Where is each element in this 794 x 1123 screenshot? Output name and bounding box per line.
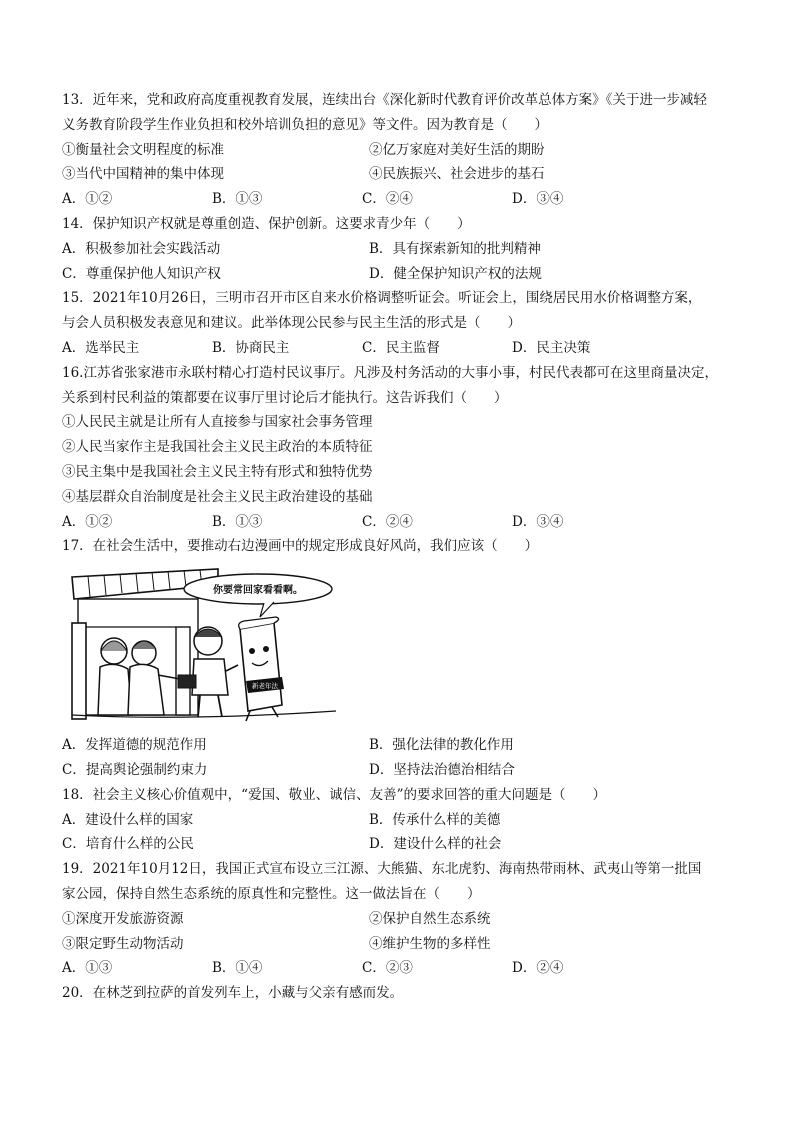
option-d: D．健全保护知识产权的法规 <box>369 265 542 282</box>
option-c: C．尊重保护他人知识产权 <box>62 265 221 282</box>
option-row <box>62 237 752 262</box>
option-a: A．建设什么样的国家 <box>62 811 194 828</box>
question-17 <box>62 534 752 782</box>
statement-row <box>62 907 752 932</box>
question-stem: 与会人员积极发表意见和建议。此举体现公民参与民主生活的形式是（ ） <box>62 315 521 332</box>
option-d: D．③④ <box>512 191 564 208</box>
option-row <box>62 510 752 535</box>
option-c: C．培育什么样的公民 <box>62 836 194 853</box>
option-c: C．②③ <box>362 960 413 977</box>
option-row <box>62 262 752 287</box>
option-c: C．提高舆论强制约束力 <box>62 761 208 778</box>
option-b: B．传承什么样的美德 <box>369 811 501 828</box>
option-row <box>62 808 752 833</box>
cartoon-illustration <box>68 565 340 725</box>
question-15 <box>62 286 752 360</box>
option-row <box>62 956 752 981</box>
question-stem: 13．近年来，党和政府高度重视教育发展，连续出台《深化新时代教育评价改革总体方案》《关于进一步减轻 <box>62 92 707 108</box>
statement-row <box>62 138 752 163</box>
question-13 <box>62 88 752 212</box>
question-stem: 家公园，保持自然生态系统的原真性和完整性。这一做法旨在（ ） <box>62 885 481 902</box>
question-20 <box>62 981 752 1006</box>
question-16 <box>62 361 752 535</box>
statement-item: ③限定野生动物活动 <box>62 935 184 952</box>
cartoon-speech-text: 你要常回家看看啊。 <box>213 585 303 597</box>
option-b: B．强化法律的教化作用 <box>369 737 514 754</box>
statement-item: ③当代中国精神的集中体现 <box>62 166 224 183</box>
option-c: C．②④ <box>362 513 413 530</box>
option-b: B．①③ <box>212 513 263 530</box>
option-a: A．发挥道德的规范作用 <box>62 737 207 754</box>
question-stem: 16.江苏省张家港市永联村精心打造村民议事厅。凡涉及村务活动的大事小事，村民代表都可在这里商量决定， <box>62 364 718 381</box>
statement-item: ④民族振兴、社会进步的基石 <box>369 166 545 183</box>
option-d: D．坚持法治德治相结合 <box>369 761 515 778</box>
option-b: B．协商民主 <box>212 339 290 356</box>
option-a: A．选举民主 <box>62 339 140 356</box>
statement-item: ④维护生物的多样性 <box>369 935 491 952</box>
statement-item: ①衡量社会文明程度的标准 <box>62 141 224 158</box>
option-d: D．③④ <box>512 513 564 530</box>
option-a: A．①③ <box>62 960 113 977</box>
question-stem: 义务教育阶段学生作业负担和校外培训负担的意见》等文件。因为教育是（ ） <box>62 116 548 133</box>
question-stem: 关系到村民利益的策都要在议事厅里讨论后才能执行。这告诉我们（ ） <box>62 389 508 406</box>
option-a: A．①② <box>62 191 113 208</box>
option-a: A．积极参加社会实践活动 <box>62 240 221 257</box>
statement-row <box>62 932 752 957</box>
question-stem: 14．保护知识产权就是尊重创造、保护创新。这要求青少年（ ） <box>62 215 471 232</box>
option-c: C．②④ <box>362 191 413 208</box>
option-b: B．①③ <box>212 191 263 208</box>
question-stem: 15．2021年10月26日，三明市召开市区自来水价格调整听证会。听证会上，围绕居民用水价格调整方案， <box>62 290 702 307</box>
option-b: B．①④ <box>212 960 263 977</box>
option-d: D．建设什么样的社会 <box>369 836 502 853</box>
statement-item: ①深度开发旅游资源 <box>62 910 184 927</box>
option-d: D．②④ <box>512 960 564 977</box>
option-row <box>62 832 752 857</box>
statement-item: ②保护自然生态系统 <box>369 910 491 927</box>
statement-item: ③民主集中是我国社会主义民主特有形式和独特优势 <box>62 463 373 480</box>
option-row <box>62 336 752 361</box>
question-19 <box>62 857 752 981</box>
question-stem: 19．2021年10月12日，我国正式宣布设立三江源、大熊猫、东北虎豹、海南热带雨林、武夷山等第一批国 <box>62 861 702 878</box>
option-a: A．①② <box>62 513 113 530</box>
option-d: D．民主决策 <box>512 339 591 356</box>
question-stem: 17．在社会生活中，要推动右边漫画中的规定形成良好风尚，我们应该（ ） <box>62 538 539 555</box>
question-stem: 20．在林芝到拉萨的首发列车上，小藏与父亲有感而发。 <box>62 985 404 1002</box>
option-row <box>62 758 752 783</box>
statement-item: ②亿万家庭对美好生活的期盼 <box>369 141 545 158</box>
question-18 <box>62 783 752 857</box>
cartoon-sash-label: 新老年法 <box>252 682 278 691</box>
statement-item: ④基层群众自治制度是社会主义民主政治建设的基础 <box>62 488 373 505</box>
question-stem: 18．社会主义核心价值观中，“爱国、敬业、诚信、友善”的要求回答的重大问题是（ ） <box>62 786 606 803</box>
question-14 <box>62 212 752 286</box>
option-row <box>62 733 752 758</box>
cartoon-figure <box>68 565 340 725</box>
exam-page <box>62 88 752 1006</box>
option-row <box>62 187 752 212</box>
statement-item: ②人民当家作主是我国社会主义民主政治的本质特征 <box>62 439 373 456</box>
statement-row <box>62 162 752 187</box>
option-b: B．具有探索新知的批判精神 <box>369 240 541 257</box>
statement-item: ①人民民主就是让所有人直接参与国家社会事务管理 <box>62 414 373 431</box>
option-c: C．民主监督 <box>362 339 440 356</box>
